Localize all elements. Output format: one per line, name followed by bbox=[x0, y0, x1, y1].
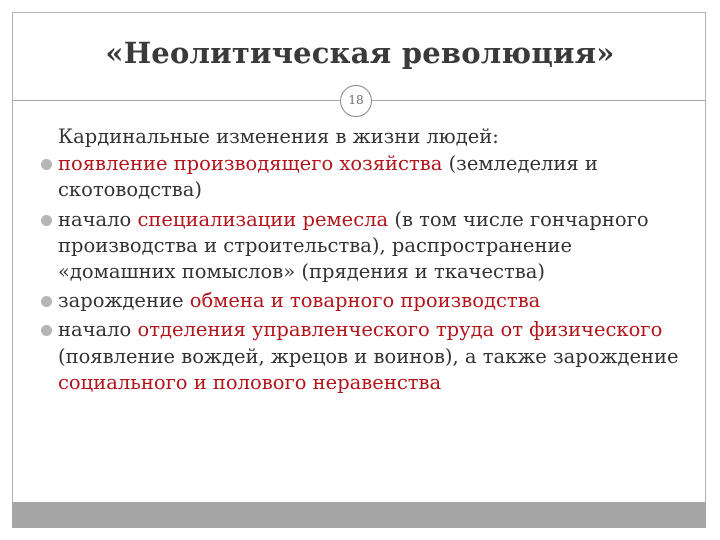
list-item bbox=[58, 288, 688, 314]
bullet-segment: начало bbox=[58, 318, 138, 342]
slide-body bbox=[58, 124, 688, 399]
bullet-segment: социального и полового неравенства bbox=[58, 370, 442, 394]
list-item bbox=[58, 151, 688, 203]
bullet-segment: зарождение bbox=[58, 289, 190, 313]
page-number-badge: 18 bbox=[340, 85, 372, 117]
bullet-segment: обмена и товарного производства bbox=[189, 289, 541, 313]
bullet-segment: (появление вождей, жрецов и воинов), а также зарождение bbox=[58, 344, 679, 368]
slide-title: «Неолитическая революция» bbox=[105, 36, 615, 70]
list-item bbox=[58, 317, 688, 396]
bullet-dot-icon bbox=[41, 215, 52, 226]
bullet-list bbox=[58, 151, 688, 396]
bullet-segment: отделения управленческого труда от физического bbox=[137, 318, 663, 342]
bullet-segment: появление производящего хозяйства bbox=[58, 152, 443, 176]
bullet-segment: начало bbox=[58, 207, 138, 231]
list-item bbox=[58, 207, 688, 286]
bullet-segment: специализации ремесла bbox=[137, 207, 389, 231]
bullet-segment: (в том числе гончарного производства и строительства), распространение «домашних помыслов» (прядения и ткачества) bbox=[58, 207, 649, 284]
intro-text: Кардинальные изменения в жизни людей: bbox=[58, 125, 499, 148]
footer-bar bbox=[12, 502, 706, 528]
bullet-segment: (земледелия и скотоводства) bbox=[58, 152, 598, 202]
